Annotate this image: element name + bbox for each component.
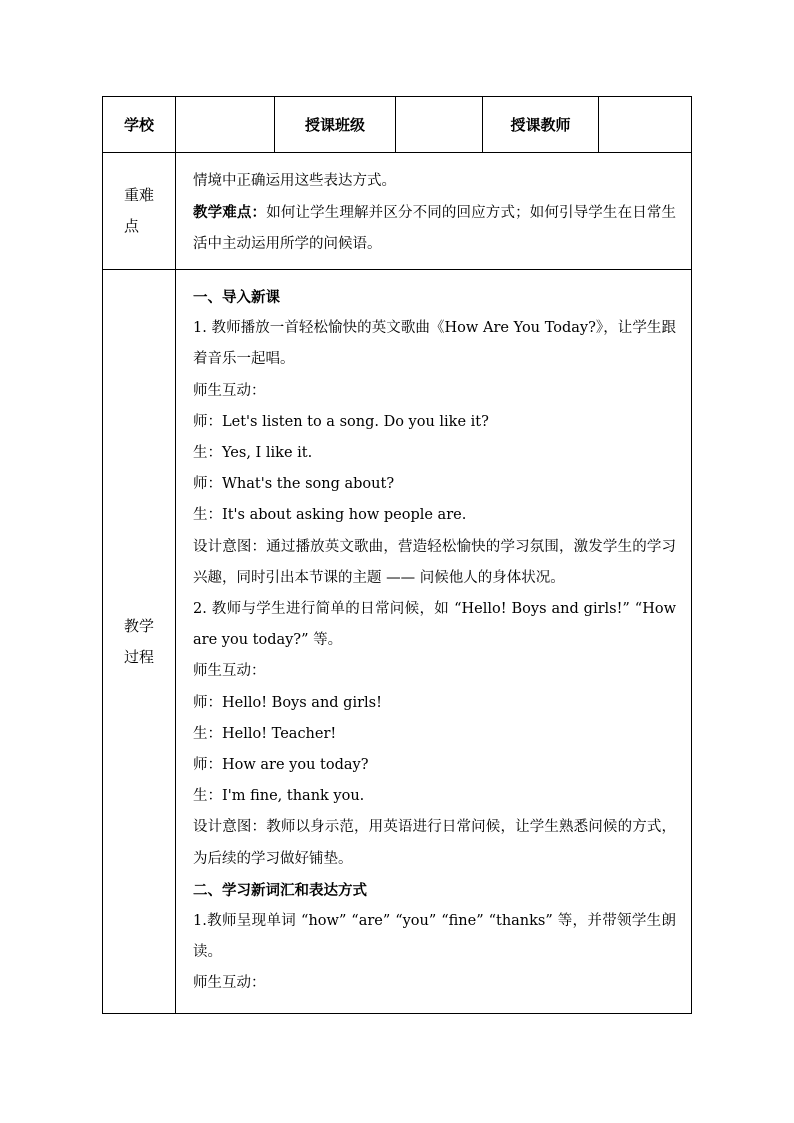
process-line: 生：It's about asking how people are. — [193, 507, 467, 524]
process-line: 师：What's the song about? — [193, 476, 395, 493]
teacher-value-cell — [599, 97, 692, 153]
key-points-label-line2: 点 — [123, 217, 139, 235]
key-points-row — [103, 153, 692, 270]
class-value-cell — [396, 97, 483, 153]
lesson-plan-table — [102, 96, 692, 1014]
process-line: 生：Hello! Teacher! — [193, 725, 337, 742]
process-label-line2: 过程 — [123, 647, 154, 666]
process-line: 师生互动： — [193, 975, 266, 992]
process-line: 师生互动： — [193, 382, 266, 399]
difficulty-paragraph — [193, 197, 676, 260]
process-line: 师：Let's listen to a song. Do you like it? — [193, 413, 489, 430]
key-points-label-line1: 重难 — [123, 186, 154, 204]
key-points-line1: 情境中正确运用这些表达方式。 — [193, 173, 396, 189]
section-heading-new-vocab: 二、学习新词汇和表达方式 — [193, 881, 367, 899]
process-line: 师：How are you today? — [193, 757, 369, 774]
process-row — [103, 270, 692, 1014]
process-line: 2. 教师与学生进行简单的日常问候，如 “Hello! Boys and girls!” “How are you today?” 等。 — [193, 601, 676, 649]
difficulty-label: 教学难点： — [193, 204, 267, 222]
header-row — [103, 97, 692, 153]
process-line: 设计意图：通过播放英文歌曲，营造轻松愉快的学习氛围，激发学生的学习兴趣，同时引出本节课的主题 —— 问候他人的身体状况。 — [193, 538, 676, 586]
process-line: 师生互动： — [193, 663, 266, 680]
process-line: 设计意图：教师以身示范，用英语进行日常问候，让学生熟悉问候的方式，为后续的学习做好铺垫。 — [193, 819, 676, 867]
process-line: 1. 教师播放一首轻松愉快的英文歌曲《How Are You Today?》，让学生跟着音乐一起唱。 — [193, 320, 676, 368]
school-label: 学校 — [103, 97, 176, 153]
teacher-label: 授课教师 — [483, 97, 599, 153]
process-line: 生：Yes, I like it. — [193, 445, 313, 462]
class-label: 授课班级 — [275, 97, 396, 153]
difficulty-text: 如何让学生理解并区分不同的回应方式；如何引导学生在日常生活中主动运用所学的问候语。 — [193, 205, 676, 253]
process-line: 生：I'm fine, thank you. — [193, 788, 365, 805]
process-line: 1.教师呈现单词 “how” “are” “you” “fine” “thanks” 等，并带领学生朗读。 — [193, 913, 676, 961]
process-content — [176, 270, 692, 1014]
section-heading-intro: 一、导入新课 — [193, 289, 280, 306]
school-value-cell — [176, 97, 275, 153]
process-label-line1: 教学 — [123, 616, 154, 635]
process-label-cell — [103, 270, 176, 1014]
process-line: 师：Hello! Boys and girls! — [193, 694, 382, 711]
key-points-label-cell — [103, 153, 176, 270]
key-points-content — [176, 153, 692, 270]
